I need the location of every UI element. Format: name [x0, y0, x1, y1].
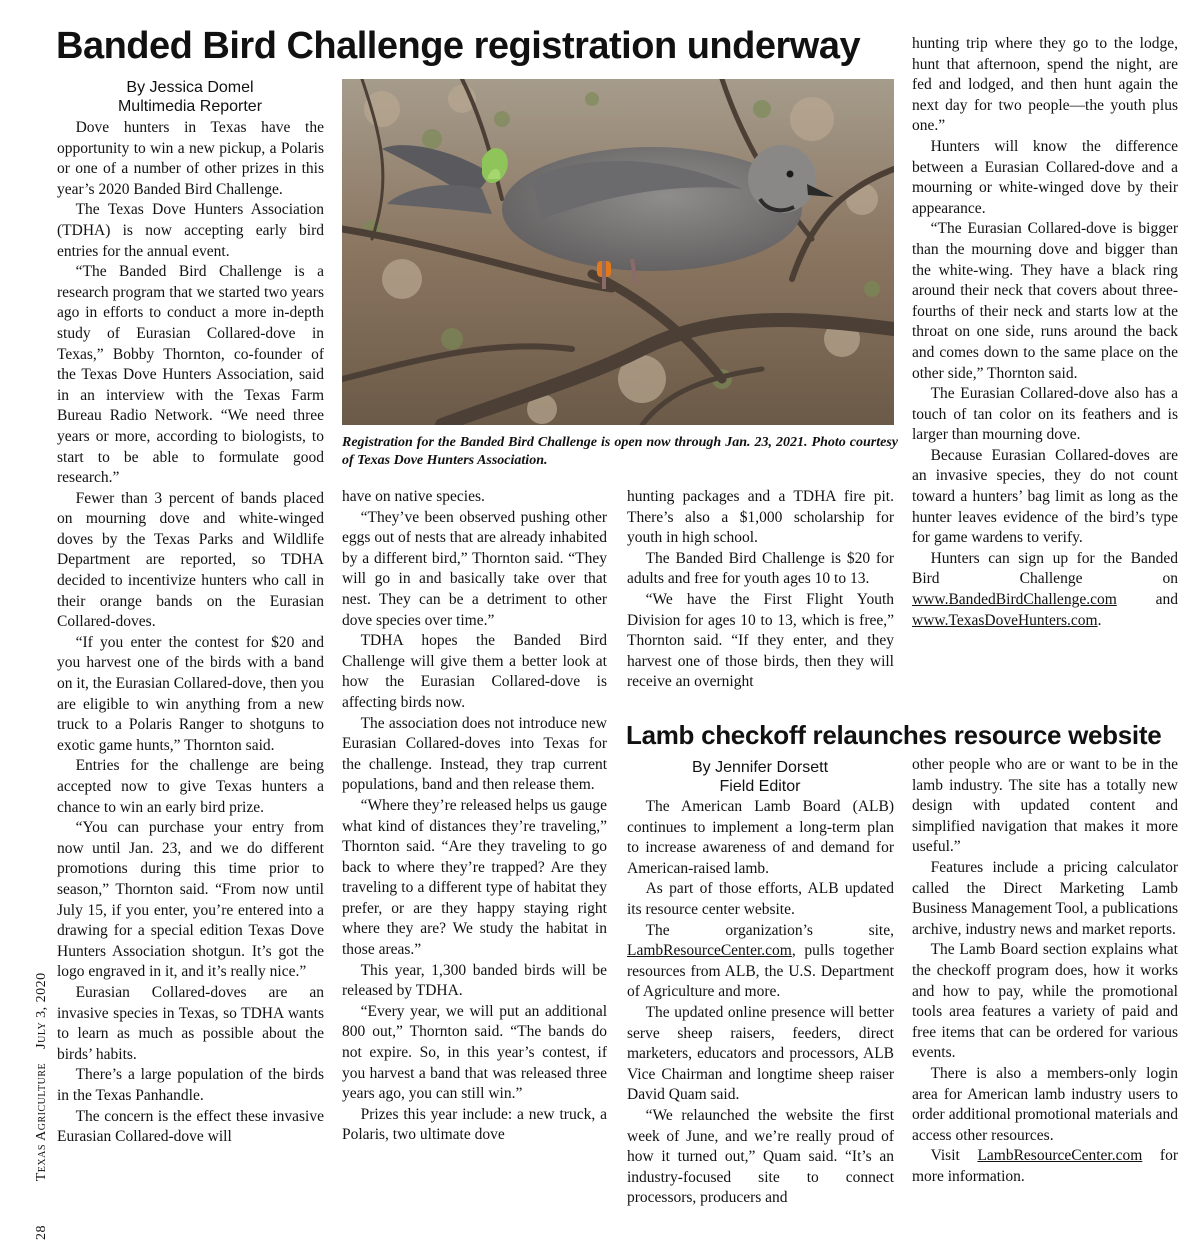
article1-column-4	[912, 34, 1178, 716]
paragraph: There is also a members-only login area for American lamb industry users to order additional promotional materials and access other resources.	[912, 1064, 1178, 1144]
article2-column-2	[912, 755, 1178, 1232]
paragraph: The Lamb Board section explains what the checkoff program does, how it works and how to pay, while the promotional tools area features a variety of paid and free items that can be ordered for various events.	[912, 941, 1178, 1062]
paragraph: “The Banded Bird Challenge is a research program that we started two years ago in efforts to conduct a more in-depth study of Eurasian Collared-dove in Texas,” Bobby Thornton, co-founder of the Texas Dove Hunters Association, said in an interview with the Texas Farm Bureau Radio Network. “We need three years or more, according to biologists, to start to be able to formulate good research.”	[57, 263, 324, 487]
byline-author: By Jessica Domel	[126, 79, 254, 96]
text: , pulls together resources from ALB, the U.S. Department of Agriculture and more.	[627, 942, 894, 1001]
link-lamb-resource-center[interactable]: LambResourceCenter.com	[627, 942, 792, 960]
paragraph-continuation: hunting trip where they go to the lodge, hunt that afternoon, spend the night, are fed and lodged, and then hunt again the next day for two people—the youth plus one.”	[912, 35, 1178, 135]
page-folio	[34, 972, 50, 1240]
issue-date: July 3, 2020	[34, 972, 49, 1049]
paragraph: The concern is the effect these invasive Eurasian Collared-dove will	[57, 1107, 324, 1146]
photo-caption: Registration for the Banded Bird Challenge is open now through Jan. 23, 2021. Photo courtesy of Texas Dove Hunters Association.	[342, 435, 898, 468]
paragraph-continuation: other people who are or want to be in the lamb industry. The site has a totally new design with updated content and simplified navigation that makes it more useful.”	[912, 756, 1178, 856]
byline-title: Field Editor	[719, 778, 801, 795]
paragraph: The updated online presence will better serve sheep raisers, feeders, direct marketers, educators and processors, ALB Vice Chairman and longtime sheep raiser David Quam said.	[627, 1003, 894, 1104]
paragraph: Prizes this year include: a new truck, a Polaris, two ultimate dove	[342, 1105, 607, 1144]
paragraph: “The Eurasian Collared-dove is bigger than the mourning dove and bigger than the white-wing. They have a black ring around their neck that covers about three-fourths of their neck and starts low at the throat on one side, runs around the back and comes down to the same place on the other side,” Thornton said.	[912, 220, 1178, 382]
paragraph-continuation: hunting packages and a TDHA fire pit. There’s also a $1,000 scholarship for youth in high school.	[627, 488, 894, 547]
text: The organization’s site,	[645, 921, 894, 939]
article-headline-lamb-checkoff: Lamb checkoff relaunches resource website	[626, 720, 1162, 750]
paragraph: “If you enter the contest for $20 and you harvest one of the birds with a band on it, the Eurasian Collared-dove, then you are eligible to win anything from a new truck to a Polaris Ranger to shotguns to exotic game hunts,” Thornton said.	[57, 633, 324, 754]
paragraph-visit	[912, 1146, 1178, 1187]
byline-jessica-domel	[56, 78, 324, 116]
text: and	[1116, 591, 1178, 609]
paragraph-site	[627, 921, 894, 1003]
paragraph: This year, 1,300 banded birds will be released by TDHA.	[342, 961, 607, 1000]
dove-photo-illustration	[342, 79, 894, 425]
article1-column-3	[627, 487, 894, 715]
paragraph: The association does not introduce new Eurasian Collared-doves into Texas for the challenge. Instead, they trap current populations, band and then release them.	[342, 714, 607, 794]
paragraph: “Every year, we will put an additional 800 out,” Thornton said. “The bands do not expire. So, in this year’s contest, if you harvest a band that was released three years ago, you can still win.”	[342, 1002, 607, 1103]
paragraph: The American Lamb Board (ALB) continues to implement a long-term plan to increase awareness of and demand for American-raised lamb.	[627, 798, 894, 877]
paragraph: Fewer than 3 percent of bands placed on mourning dove and white-winged doves by the Texas Parks and Wildlife Department are reported, so TDHA decided to incentivize hunters who call in their orange bands on the Eurasian Collared-doves.	[57, 489, 324, 631]
text: for more information.	[912, 1147, 1178, 1185]
paragraph: There’s a large population of the birds in the Texas Panhandle.	[57, 1066, 324, 1104]
link-lamb-resource-center-visit[interactable]: LambResourceCenter.com	[977, 1147, 1143, 1165]
article1-column-2	[342, 487, 607, 1232]
paragraph: “We relaunched the website the first week of June, and we’re really proud of how it turned out,” Quam said. “It’s an industry-focused site to connect processors, producers and	[627, 1106, 894, 1207]
text: Hunters can sign up for the Banded Bird Challenge on	[912, 549, 1178, 588]
paragraph: “Where they’re released helps us gauge what kind of distances they’re traveling,” Thornton said. “Are they traveling to go back to where they’re trapped? Are they traveling to a different type of habitat they prefer, or are they happy staying right where they are? We study the habitat in those areas.”	[342, 796, 607, 959]
article2-column-1	[627, 797, 894, 1232]
paragraph: Entries for the challenge are being accepted now to give Texas hunters a chance to win an early bird prize.	[57, 757, 324, 816]
byline-author: By Jennifer Dorsett	[691, 759, 829, 776]
paragraph: Because Eurasian Collared-doves are an invasive species, they do not count toward a hunters’ bag limit as long as the hunter leaves evidence of the bird’s type for game wardens to verify.	[912, 446, 1178, 547]
publication-name: Texas Agriculture	[34, 1062, 49, 1182]
paragraph: “We have the First Flight Youth Division for ages 10 to 13, which is free,” Thornton said. “If they enter, and they harvest one of those birds, then they will receive an overnight	[627, 590, 894, 691]
paragraph: The Texas Dove Hunters Association (TDHA) is now accepting early bird entries for the annual event.	[57, 201, 324, 260]
page-number: 28	[34, 1225, 49, 1240]
paragraph: The Eurasian Collared-dove also has a touch of tan color on its feathers and is larger than mourning dove.	[912, 385, 1178, 444]
paragraph: “You can purchase your entry from now until Jan. 23, and we do different promotions during this time prior to season,” Thornton said. “From now until July 15, if you enter, you’re entered into a drawing for a special edition Texas Dove Hunters Association shotgun. It’s got the logo engraved in it, and it’s really nice.”	[57, 819, 324, 981]
dove-photo	[342, 79, 894, 425]
article1-column-1	[57, 118, 324, 1230]
paragraph: Features include a pricing calculator called the Direct Marketing Lamb Business Management Tool, a publications archive, industry news and market reports.	[912, 858, 1178, 938]
link-texas-dove-hunters[interactable]: www.TexasDoveHunters.com	[912, 611, 1098, 629]
paragraph: TDHA hopes the Banded Bird Challenge will give them a better look at how the Eurasian Collared-dove is affecting birds now.	[342, 632, 607, 711]
byline-jennifer-dorsett	[626, 758, 894, 796]
paragraph: Eurasian Collared-doves are an invasive species in Texas, so TDHA wants to learn as much as possible about the birds’ habits.	[57, 983, 324, 1063]
paragraph: “They’ve been observed pushing other eggs out of nests that are already inhabited by a different bird,” Thornton said. “They will go in and basically take over that nest. They can be a detriment to other dove species over time.”	[342, 508, 607, 629]
paragraph-signup	[912, 549, 1178, 631]
link-banded-bird-challenge[interactable]: www.BandedBirdChallenge.com	[912, 591, 1117, 609]
article-headline-banded-bird: Banded Bird Challenge registration underway	[56, 25, 861, 67]
byline-title: Multimedia Reporter	[117, 98, 263, 115]
paragraph: Dove hunters in Texas have the opportunity to win a new pickup, a Polaris or one of a number of other prizes in this year’s 2020 Banded Bird Challenge.	[57, 119, 324, 198]
paragraph: The Banded Bird Challenge is $20 for adults and free for youth ages 10 to 13.	[627, 549, 894, 588]
paragraph-continuation: have on native species.	[342, 488, 485, 505]
text: Visit	[930, 1147, 978, 1165]
text: .	[1097, 611, 1102, 629]
paragraph: Hunters will know the difference between a Eurasian Collared-dove and a mourning or white-winged dove by their appearance.	[912, 137, 1178, 217]
paragraph: As part of those efforts, ALB updated its resource center website.	[627, 880, 894, 918]
